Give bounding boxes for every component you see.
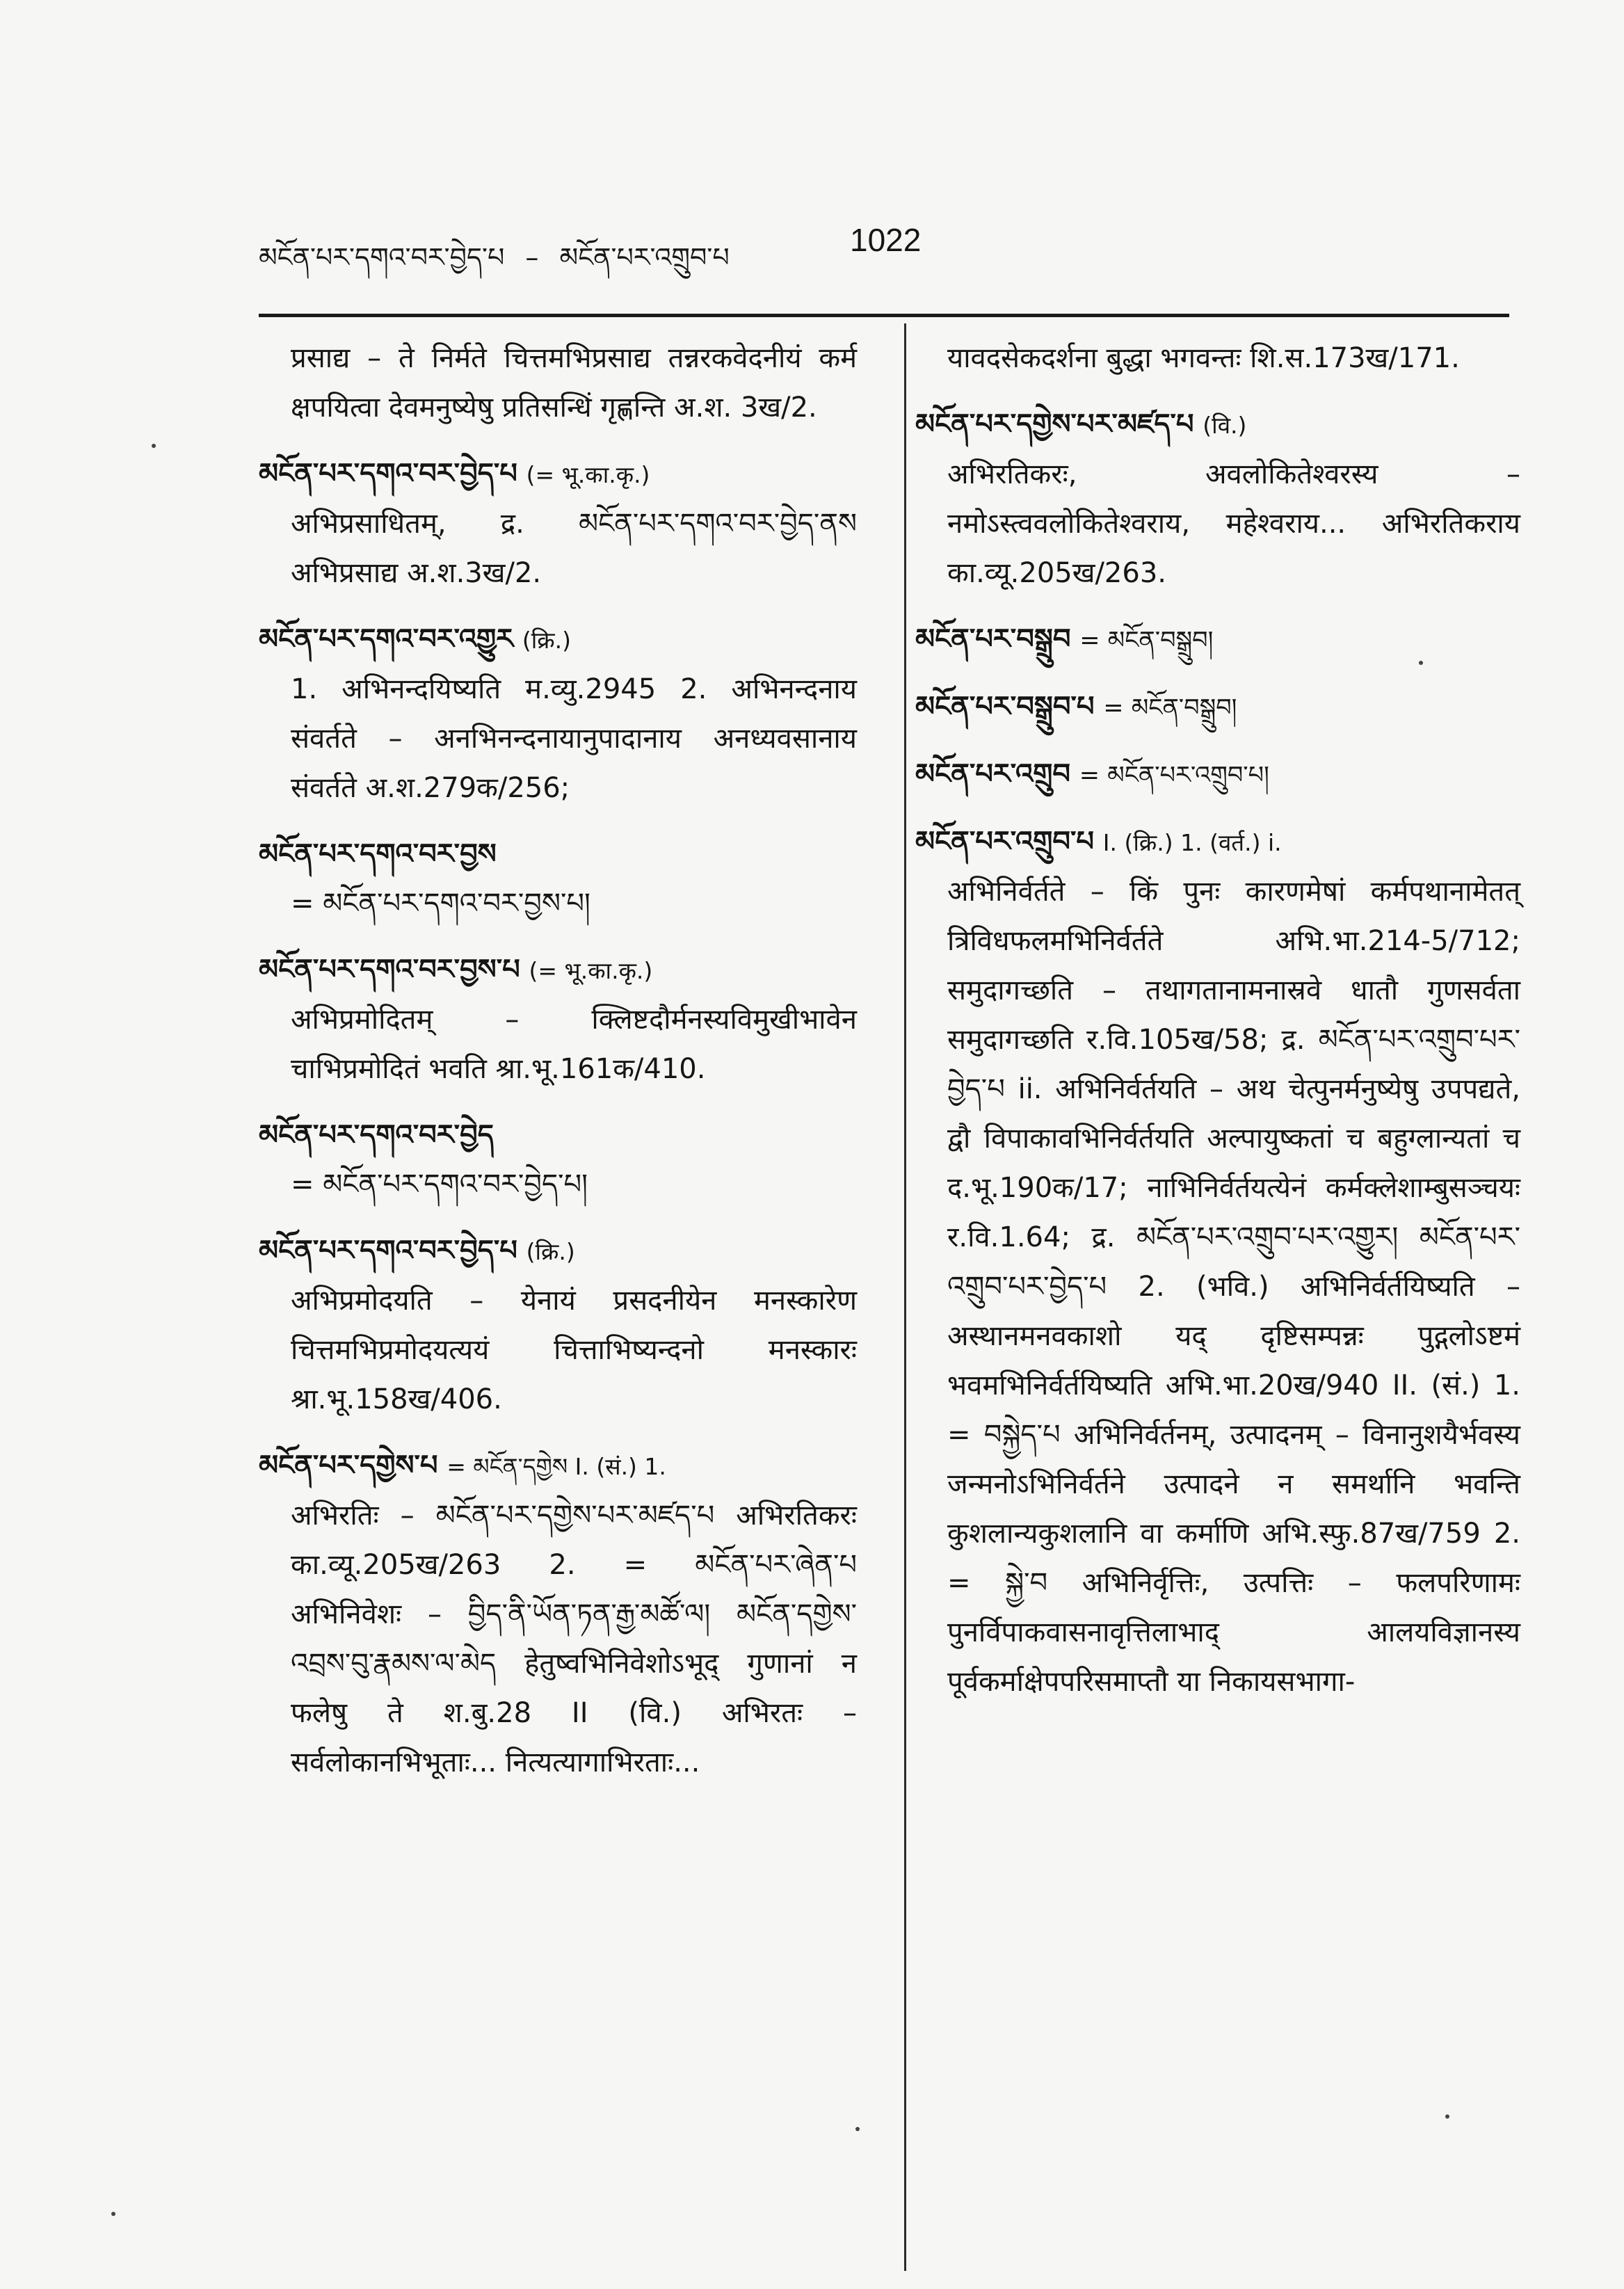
- dictionary-entry: [259, 615, 857, 813]
- dictionary-entry: [915, 400, 1520, 598]
- scan-speck: [152, 444, 156, 448]
- entry-grammar: I. (क्रि.) 1. (वर्त.) i.: [1102, 829, 1282, 856]
- scan-speck: [111, 2212, 115, 2216]
- dictionary-entry: [259, 945, 857, 1094]
- entry-headword: མངོན་པར་དགའ་བར་བྱེད་པ: [259, 1235, 517, 1267]
- dictionary-entry: [915, 682, 1520, 733]
- entry-headword: མངོན་པར་བསྒྲུབ: [915, 623, 1071, 655]
- entry-text: = མངོན་བསྒྲུབ།: [1103, 694, 1237, 722]
- entry-grammar: (= भू.का.कृ.): [526, 461, 650, 488]
- header-right-term: མངོན་པར་འགྲུབ་པ: [559, 242, 730, 273]
- scan-speck: [1419, 661, 1423, 665]
- entry-text: अभिप्रमोदितम् – क्लिष्टदौर्मनस्यविमुखीभावेन चाभिप्रमोदितं भवति श्रा.भू.161क/410.: [291, 1004, 857, 1085]
- entry-grammar: (वि.): [1203, 412, 1247, 439]
- dictionary-entry: [259, 1226, 857, 1424]
- entry-text: = མངོན་བསྒྲུབ།: [1079, 627, 1214, 654]
- scan-speck: [855, 2127, 860, 2131]
- entry-headword: མངོན་པར་དགྱེས་པར་མཛད་པ: [915, 408, 1194, 440]
- header-left-term: མངོན་པར་དགའ་བར་བྱེད་པ: [259, 242, 505, 273]
- entry-text: अभिनिर्वर्तते – किं पुनः कारणमेषां कर्मपथानामेतत् त्रिविधफलमभिनिर्वर्तते अभि.भा.214-5/712; समुदागच्छति – तथागतानामनास्रवे धातौ गुणसर्वता समुदागच्छति र.वि.105ख/58; द्र. མངོན་པར་འགྲུབ་པར་བྱེད་པ ii. अभिनिर्वर्तयति – अथ चेत्पुनर्मनुष्येषु उपपद्यते, द्वौ विपाकावभिनिर्वर्तयति अल्पायुष्कतां च बहुग्लान्यतां च द.भू.190क/17; नाभिनिर्वर्तयत्येनं कर्मक्लेशाम्बुसञ्चयः र.वि.1.64; द्र. མངོན་པར་འགྲུབ་པར་འགྱུར། མངོན་པར་འགྲུབ་པར་བྱེད་པ 2. (भवि.) अभिनिर्वर्तयिष्यति – अस्थानमनवकाशो यद् दृष्टिसम्पन्नः पुद्गलोऽष्टमं भवमभिनिर्वर्तयिष्यति अभि.भा.20ख/940 II. (सं.) 1. = བསྐྱེད་པ अभिनिर्वर्तनम्, उत्पादनम् – विनानुशयैर्भवस्य जन्मनोऽभिनिर्वर्तने उत्पादने न समर्थानि भवन्ति कुशलान्यकुशलानि वा कर्माणि अभि.स्फु.87ख/759 2. = སྐྱེ་བ अभिनिर्वृत्तिः, उत्पत्तिः – फलपरिणामः पुनर्विपाकवासनावृत्तिलाभाद् आलयविज्ञानस्य पूर्वकर्माक्षेपपरिसमाप्तौ या निकायसभागा-: [947, 876, 1520, 1698]
- entry-text: यावदसेकदर्शना बुद्धा भगवन्तः शि.स.173ख/171.: [947, 342, 1460, 374]
- dictionary-entry: [259, 830, 857, 929]
- entry-headword: མངོན་པར་དགའ་བར་བྱས་པ: [259, 954, 520, 986]
- page-header: [259, 222, 922, 303]
- dictionary-entry: [259, 334, 857, 433]
- entry-headword: མངོན་པར་འགྲུབ་པ: [915, 826, 1095, 858]
- entry-headword: མངོན་པར་དགའ་བར་འགྱུར: [259, 623, 514, 655]
- entry-grammar: (क्रि.): [526, 1238, 575, 1265]
- entry-text: अभिरतिः – མངོན་པར་དགྱེས་པར་མཛད་པ अभिरतिकरः का.व्यू.205ख/263 2. = མངོན་པར་ཞེན་པ अभिनिवेशः – བྱིད་ནི་ཡོན་ཏན་རྒྱ་མཚོ་ལ། མངོན་དགྱེས་འབྲས་བུ་རྣམས་ལ་མེད हेतुष्वभिनिवेशोऽभूद् गुणानां न फलेषु ते श.बु.28 II (वि.) अभिरतः – सर्वलोकानभिभूताः... नित्यत्यागाभिरताः...: [291, 1500, 857, 1778]
- page-number: 1022: [850, 222, 922, 258]
- dictionary-entry: [915, 817, 1520, 1707]
- entry-headword: མངོན་པར་དགའ་བར་བྱེད་པ: [259, 458, 517, 490]
- column-divider: [904, 323, 906, 2271]
- dictionary-entry: [259, 1111, 857, 1210]
- entry-text: अभिप्रसाधितम्, द्र. མངོན་པར་དགའ་བར་བྱེད་ནས अभिप्रसाद्य अ.श.3ख/2.: [291, 508, 857, 589]
- entry-text: = མངོན་པར་དགའ་བར་བྱས་པ།: [291, 888, 590, 919]
- entry-headword: མངོན་པར་དགའ་བར་བྱེད: [259, 1119, 494, 1151]
- entry-text: अभिप्रमोदयति – येनायं प्रसदनीयेन मनस्कारेण चित्तमभिप्रमोदयत्ययं चित्ताभिष्यन्दनो मनस्कारः श्रा.भू.158ख/406.: [291, 1285, 857, 1415]
- entry-headword: མངོན་པར་འགྲུབ: [915, 758, 1070, 790]
- dictionary-entry: [259, 1441, 857, 1788]
- entry-text: = མངོན་པར་དགའ་བར་བྱེད་པ།: [291, 1168, 588, 1200]
- entry-grammar: (क्रि.): [522, 627, 572, 654]
- entry-headword: མངོན་པར་དགའ་བར་བྱས: [259, 838, 497, 870]
- header-rule: [259, 314, 1509, 317]
- entry-grammar: = མངོན་དགྱེས I. (सं.) 1.: [447, 1453, 666, 1480]
- left-column: [259, 334, 857, 1804]
- right-column: [915, 334, 1520, 1724]
- header-dash: –: [525, 242, 539, 273]
- entry-text: 1. अभिनन्दयिष्यति म.व्यु.2945 2. अभिनन्दनाय संवर्तते – अनभिनन्दनायानुपादानाय अनध्यवसानाय संवर्तते अ.श.279क/256;: [291, 673, 857, 804]
- scan-speck: [1445, 2114, 1449, 2119]
- entry-grammar: (= भू.का.कृ.): [529, 957, 653, 984]
- entry-text: अभिरतिकरः, अवलोकितेश्वरस्य – नमोऽस्त्ववलोकितेश्वराय, महेश्वराय... अभिरतिकराय का.व्यू.205ख/263.: [947, 458, 1520, 589]
- dictionary-entry: [259, 449, 857, 598]
- dictionary-entry: [915, 615, 1520, 666]
- dictionary-entry: [915, 334, 1520, 383]
- entry-text: प्रसाद्य – ते निर्मते चित्तमभिप्रसाद्य तन्नरकवेदनीयं कर्म क्षपयित्वा देवमनुष्येषु प्रतिसन्धिं गृह्णन्ति अ.श. 3ख/2.: [291, 342, 857, 424]
- dictionary-entry: [915, 750, 1520, 801]
- entry-text: = མངོན་པར་འགྲུབ་པ།: [1079, 762, 1269, 789]
- entry-headword: མངོན་པར་བསྒྲུབ་པ: [915, 691, 1095, 723]
- entry-headword: མངོན་པར་དགྱེས་པ: [259, 1449, 438, 1481]
